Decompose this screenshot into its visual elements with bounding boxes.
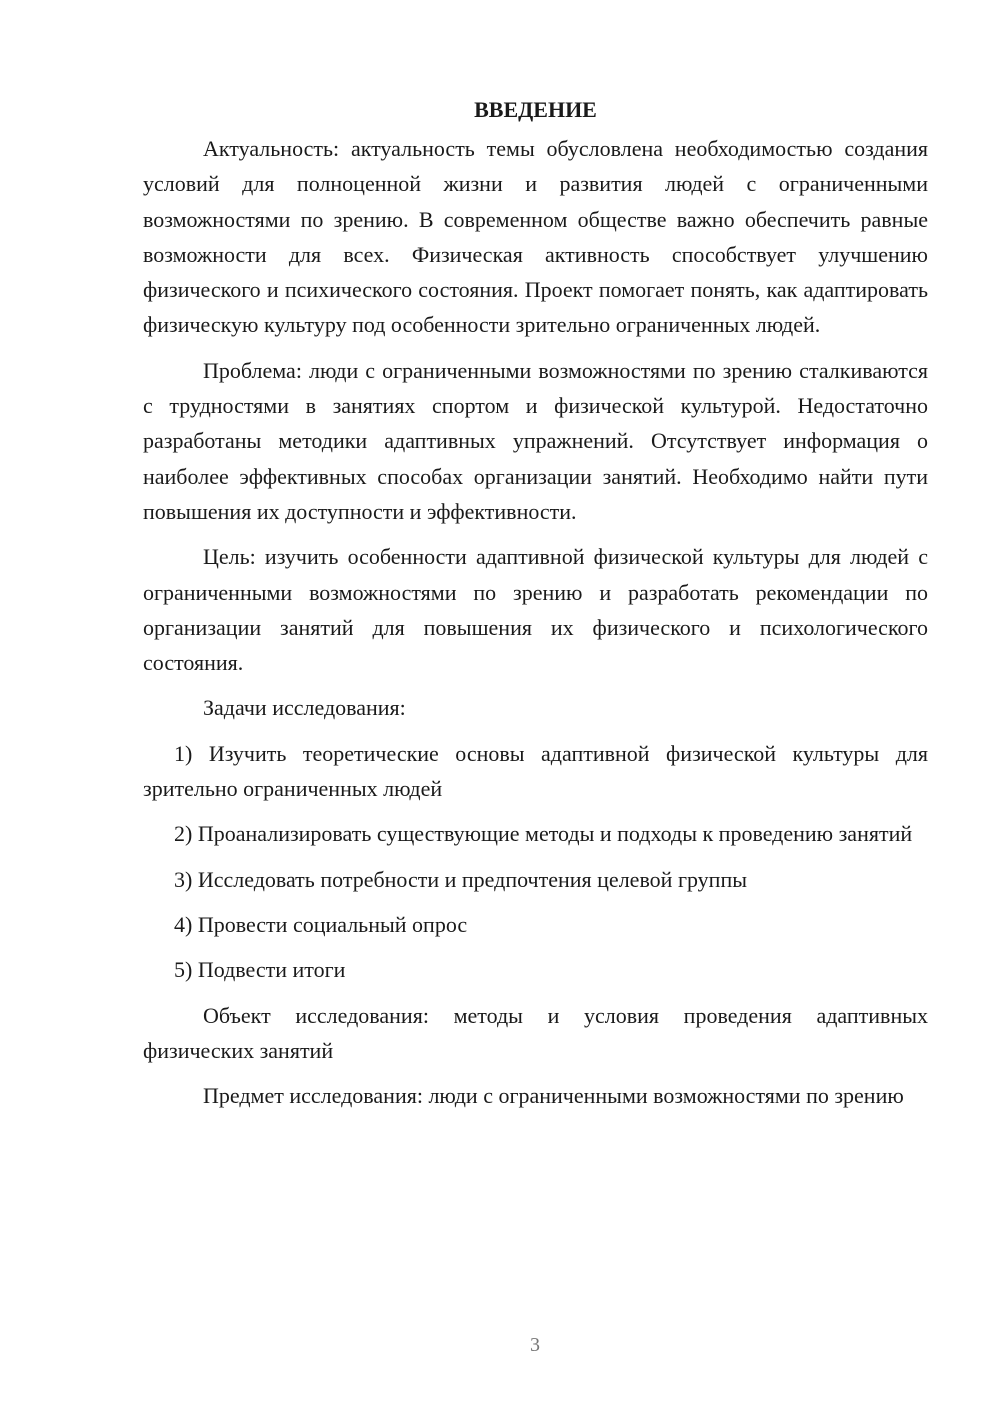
list-item: 3) Исследовать потребности и предпочтения целевой группы [174,866,748,892]
paragraph-object: Объект исследования: методы и условия проведения адаптивных физических занятий [143,1002,928,1063]
page-number: 3 [530,1334,540,1356]
page-title: ВВЕДЕНИЕ [474,97,597,122]
tasks-list [143,736,928,988]
tasks-heading: Задачи исследования: [203,695,406,721]
document-body [143,92,928,1123]
paragraph-subject: Предмет исследования: люди с ограниченными возможностями по зрению [203,1083,904,1109]
list-item: 1) Изучить теоретические основы адаптивной физической культуры для зрительно ограниченных людей [143,740,928,802]
paragraph-relevance: Актуальность: актуальность темы обусловлена необходимостью создания условий для полноценной жизни и развития людей с ограниченными возможностями по зрению. В современном обществе важно обеспечить равные возможности для всех. Физическая активность способствует улучшению физического и психического состояния. Проект помогает понять, как адаптировать физическую культуру под особенности зрительно ограниченных людей. [143,136,928,338]
list-item: 4) Провести социальный опрос [174,911,468,937]
paragraph-problem: Проблема: люди с ограниченными возможностями по зрению сталкиваются с трудностями в занятиях спортом и физической культурой. Недостаточно разработаны методики адаптивных упражнений. Отсутствует информация о наиболее эффективных способах организации занятий. Необходимо найти пути повышения их доступности и эффективности. [143,357,928,524]
list-item: 2) Проанализировать существующие методы и подходы к проведению занятий [174,821,913,847]
paragraph-goal: Цель: изучить особенности адаптивной физической культуры для людей с ограниченными возможностями по зрению и разработать рекомендации по организации занятий для повышения их физического и психологического состояния. [143,544,928,676]
list-item: 5) Подвести итоги [174,957,346,983]
